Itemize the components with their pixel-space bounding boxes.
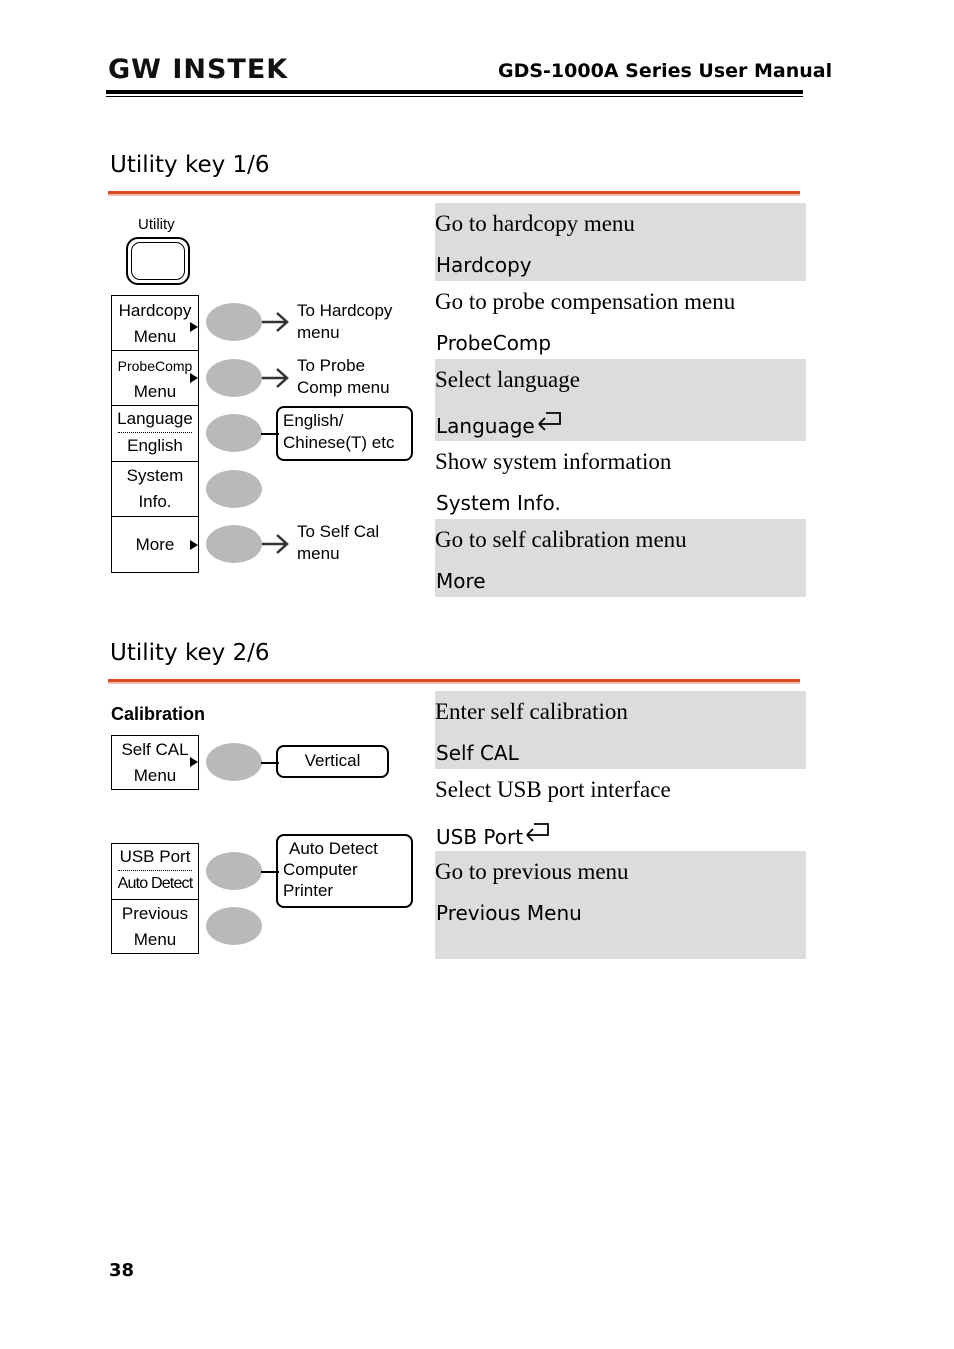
calibration-label: Calibration [111, 704, 206, 724]
desc-row-language [435, 359, 806, 441]
utility-menu-1 [111, 295, 199, 573]
tip-line: To Hardcopy [297, 301, 393, 320]
section-rule-shadow [108, 194, 800, 196]
desc-key: Self CAL [436, 741, 519, 765]
desc-text: Go to hardcopy menu [435, 211, 635, 236]
section-rule-shadow [108, 682, 800, 684]
tip-line: menu [297, 323, 340, 342]
desc-key: Language [436, 414, 535, 438]
box-line: Computer [283, 860, 358, 879]
manual-title: GDS-1000A Series User Manual [498, 60, 833, 82]
menu-cell-probecomp[interactable] [112, 351, 198, 406]
menu-arrow-icon [190, 540, 198, 550]
desc-key-wrap [436, 822, 551, 849]
menu-arrow-icon [190, 322, 198, 332]
menu-cell-language[interactable] [112, 406, 198, 462]
desc-key: Previous Menu [436, 901, 582, 925]
menu-line: Auto Detect [117, 875, 193, 892]
section-title-utility-1: Utility key 1/6 [110, 152, 270, 178]
page-number: 38 [109, 1260, 135, 1281]
menu-cell-more[interactable] [112, 517, 198, 572]
section-title-utility-2: Utility key 2/6 [110, 640, 270, 666]
tip-line: To Self Cal [297, 522, 380, 541]
menu-line: More [135, 535, 175, 554]
menu-line: Previous [121, 904, 189, 923]
right-arrow-icon [262, 532, 290, 556]
desc-key-wrap [436, 411, 563, 438]
softkey-1[interactable] [206, 743, 262, 781]
menu-line: USB Port [119, 847, 191, 866]
box-line: Printer [283, 881, 334, 900]
softkey-4[interactable] [206, 470, 262, 508]
softkey-3[interactable] [206, 414, 262, 452]
usb-menu [111, 843, 199, 954]
menu-line: Self CAL [121, 740, 189, 759]
menu-line: English [127, 436, 183, 455]
desc-key: USB Port [436, 825, 524, 849]
right-arrow-icon [262, 310, 290, 334]
vertical-box: Vertical [276, 745, 389, 778]
language-options-box [276, 406, 413, 461]
desc-key: Hardcopy [436, 253, 532, 277]
menu-cell-usb-port[interactable] [112, 844, 198, 900]
menu-line: Hardcopy [118, 301, 192, 320]
menu-line: Menu [133, 382, 177, 401]
desc-row-more [435, 519, 806, 597]
softkey-5[interactable] [206, 907, 262, 945]
utility-key-button[interactable] [126, 237, 190, 285]
desc-key: System Info. [436, 491, 561, 515]
usb-options-box [276, 834, 413, 908]
gw-instek-logo: GW INSTEK [108, 54, 289, 85]
header-rule-thin [106, 96, 803, 97]
softkey-1[interactable] [206, 303, 262, 341]
desc-row-hardcopy [435, 203, 806, 281]
menu-line: Menu [133, 327, 177, 346]
desc-text: Go to self calibration menu [435, 527, 687, 552]
desc-key: More [436, 569, 486, 593]
softkey-5[interactable] [206, 525, 262, 563]
calibration-menu [111, 735, 199, 790]
box-line: English/ [283, 411, 344, 430]
menu-line: Language [117, 409, 193, 428]
tip-probe [297, 355, 390, 399]
desc-row-self-cal [435, 691, 806, 769]
box-line: Chinese(T) etc [283, 433, 395, 452]
right-arrow-icon [262, 366, 290, 390]
box-line: Auto Detect [289, 839, 378, 858]
desc-row-system-info [435, 441, 806, 519]
desc-row-previous [435, 851, 806, 959]
menu-cell-self-cal[interactable] [112, 736, 198, 789]
desc-text: Go to previous menu [435, 859, 629, 884]
desc-row-usb-port [435, 769, 806, 851]
menu-line: Menu [133, 766, 177, 785]
desc-text: Show system information [435, 449, 672, 474]
desc-text: Go to probe compensation menu [435, 289, 736, 314]
menu-arrow-icon [190, 757, 198, 767]
softkey-2[interactable] [206, 359, 262, 397]
menu-cell-previous[interactable] [112, 900, 198, 953]
menu-line: Info. [138, 492, 172, 511]
menu-line: System [126, 466, 184, 485]
tip-line: menu [297, 544, 340, 563]
menu-line: ProbeComp [117, 358, 193, 374]
menu-line: Menu [133, 930, 177, 949]
tip-selfcal [297, 521, 379, 565]
desc-row-probecomp [435, 281, 806, 359]
desc-text: Enter self calibration [435, 699, 628, 724]
enter-key-icon [537, 411, 563, 431]
menu-cell-system-info[interactable] [112, 462, 198, 517]
enter-key-icon [525, 822, 551, 842]
softkey-4[interactable] [206, 852, 262, 890]
desc-text: Select USB port interface [435, 777, 671, 802]
tip-line: To Probe [297, 356, 366, 375]
utility-label: Utility [138, 216, 175, 233]
desc-key: ProbeComp [436, 331, 552, 355]
desc-text: Select language [435, 367, 580, 392]
header-rule [106, 90, 803, 94]
menu-arrow-icon [190, 373, 198, 383]
tip-line: Comp menu [297, 378, 390, 397]
tip-hardcopy [297, 300, 392, 344]
menu-cell-hardcopy[interactable] [112, 296, 198, 351]
